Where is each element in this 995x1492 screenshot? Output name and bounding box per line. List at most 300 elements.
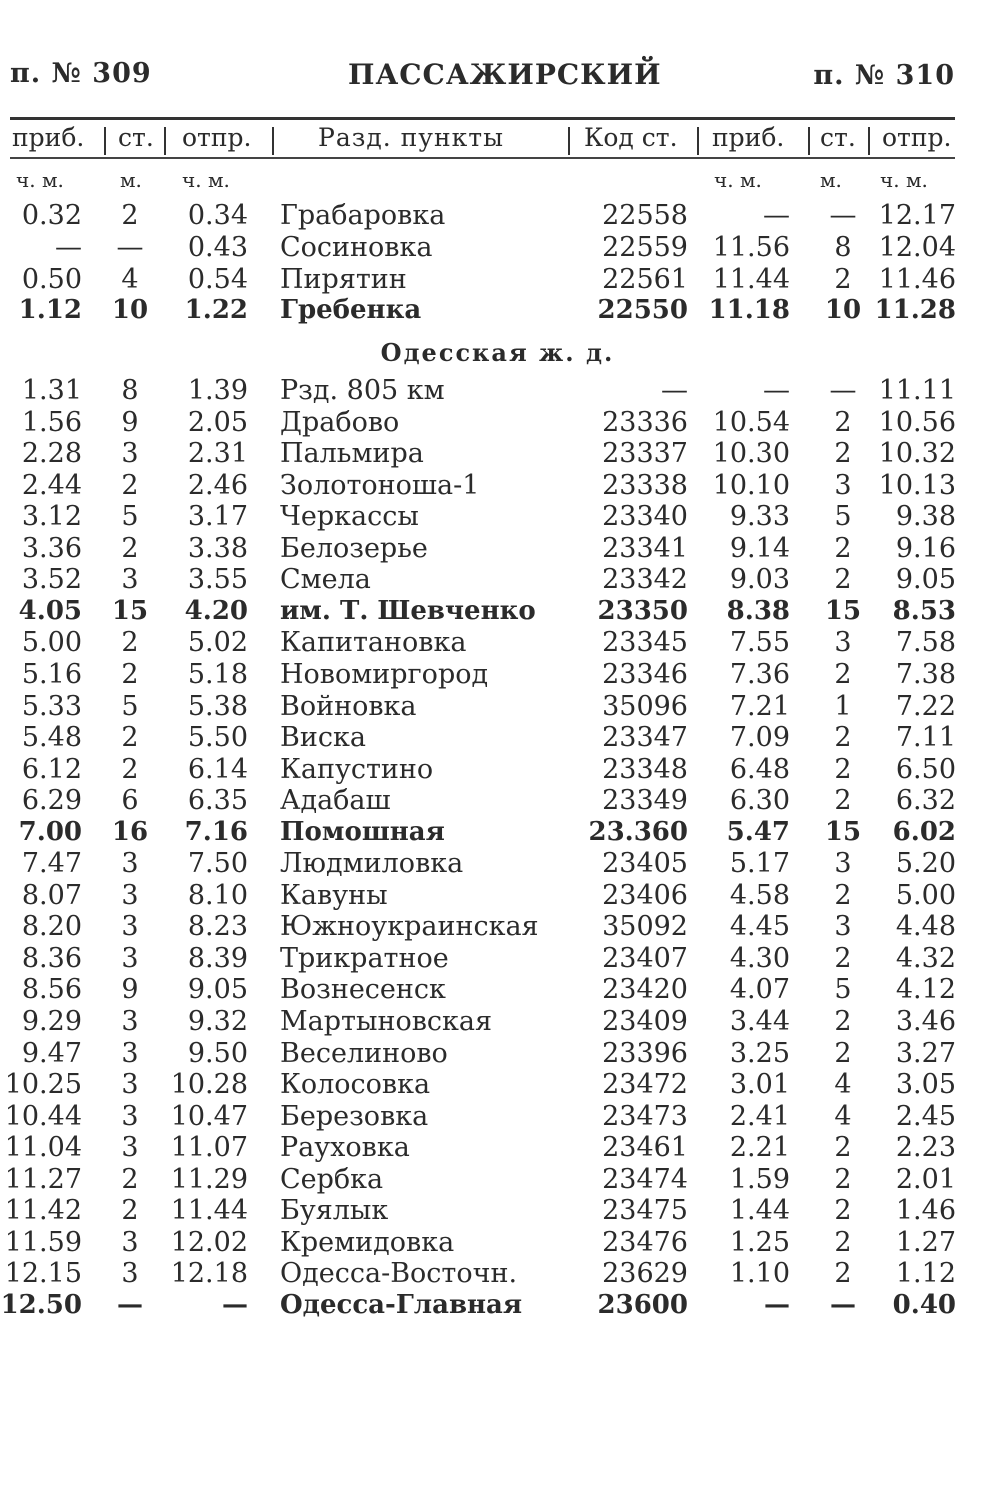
station-code: 23336 bbox=[602, 406, 688, 438]
unit-stop-2: м. bbox=[820, 168, 842, 192]
station-code: 23350 bbox=[597, 595, 688, 626]
table-row bbox=[0, 1069, 995, 1100]
arrival-cell: 11.59 bbox=[4, 1226, 82, 1258]
departure-cell-2: 2.23 bbox=[895, 1132, 956, 1164]
arrival-cell: 4.05 bbox=[18, 595, 82, 626]
col-separator bbox=[104, 127, 106, 155]
stop-cell: 2 bbox=[121, 532, 139, 564]
departure-cell-2: 10.13 bbox=[878, 469, 956, 501]
arrival-cell: 7.00 bbox=[18, 816, 82, 847]
arrival-cell-2: 11.18 bbox=[708, 295, 790, 326]
departure-cell-2: 11.11 bbox=[878, 375, 956, 406]
stop-cell: 4 bbox=[121, 263, 139, 295]
station-name: Виска bbox=[280, 722, 366, 754]
arrival-cell-2: 3.01 bbox=[729, 1069, 790, 1101]
station-code: 23342 bbox=[602, 564, 688, 596]
departure-cell: 11.29 bbox=[170, 1163, 248, 1195]
station-name: Помошная bbox=[280, 816, 445, 847]
departure-cell-2: 7.22 bbox=[895, 690, 956, 722]
station-name: Южноукраинская bbox=[280, 911, 539, 943]
departure-cell: 5.50 bbox=[187, 722, 248, 754]
departure-cell: 9.32 bbox=[187, 1006, 248, 1037]
departure-cell: 2.46 bbox=[187, 469, 248, 501]
station-name: Новомиргород bbox=[280, 658, 489, 690]
station-code: 22561 bbox=[602, 263, 688, 295]
stop-cell: 3 bbox=[121, 879, 139, 911]
departure-cell-2: 1.12 bbox=[895, 1258, 956, 1290]
arrival-cell: 5.33 bbox=[21, 690, 82, 722]
table-row bbox=[0, 659, 995, 690]
stop-cell-2: 8 bbox=[834, 231, 852, 263]
stop-cell: — bbox=[116, 231, 144, 263]
stop-cell-2: 2 bbox=[834, 1132, 852, 1164]
station-name: Рзд. 805 км bbox=[280, 375, 445, 406]
arrival-cell: 2.28 bbox=[21, 438, 82, 470]
col-separator bbox=[868, 127, 870, 155]
station-name: Рауховка bbox=[280, 1132, 410, 1164]
departure-cell: 8.39 bbox=[187, 942, 248, 974]
arrival-cell-2: 10.10 bbox=[712, 469, 790, 501]
table-row bbox=[0, 264, 995, 295]
arrival-cell: 3.12 bbox=[21, 501, 82, 533]
arrival-cell: 10.25 bbox=[4, 1069, 82, 1101]
station-name: Черкассы bbox=[280, 501, 419, 533]
arrival-cell-2: 1.59 bbox=[729, 1163, 790, 1195]
arrival-cell-2: 3.25 bbox=[729, 1037, 790, 1069]
col-stop-2: ст. bbox=[820, 123, 856, 152]
departure-cell: 3.38 bbox=[187, 532, 248, 564]
stop-cell-2: 2 bbox=[834, 1226, 852, 1258]
stop-cell: — bbox=[117, 1289, 143, 1320]
stop-cell-2: 2 bbox=[834, 722, 852, 754]
arrival-cell-2: 9.33 bbox=[729, 501, 790, 533]
stop-cell: 3 bbox=[121, 911, 139, 943]
departure-cell: 7.16 bbox=[184, 816, 248, 847]
departure-cell: 12.18 bbox=[170, 1258, 248, 1290]
arrival-cell-2: 6.30 bbox=[729, 785, 790, 817]
unit-departure-2: ч. м. bbox=[880, 168, 928, 192]
stop-cell-2: 3 bbox=[834, 469, 852, 501]
station-code: 23405 bbox=[602, 848, 688, 880]
departure-cell: 5.38 bbox=[187, 690, 248, 722]
stop-cell-2: 3 bbox=[834, 911, 852, 943]
stop-cell: 2 bbox=[121, 1163, 139, 1195]
stop-cell: 3 bbox=[121, 564, 139, 596]
departure-cell-2: 1.27 bbox=[895, 1226, 956, 1258]
arrival-cell: 0.50 bbox=[21, 263, 82, 295]
departure-cell: 11.44 bbox=[170, 1195, 248, 1227]
station-code: 23.360 bbox=[588, 816, 688, 847]
stop-cell-2: 2 bbox=[834, 1195, 852, 1227]
departure-cell: 3.17 bbox=[187, 501, 248, 533]
stop-cell-2: 2 bbox=[834, 942, 852, 974]
arrival-cell: 11.42 bbox=[4, 1195, 82, 1227]
departure-cell: 0.54 bbox=[187, 263, 248, 295]
arrival-cell-2: 1.25 bbox=[729, 1226, 790, 1258]
departure-cell-2: 11.28 bbox=[874, 295, 956, 326]
station-name: Капитановка bbox=[280, 627, 467, 659]
arrival-cell-2: 4.45 bbox=[729, 911, 790, 943]
departure-cell-2: 4.12 bbox=[895, 974, 956, 1006]
stop-cell: 3 bbox=[121, 1226, 139, 1258]
departure-cell: 10.28 bbox=[170, 1069, 248, 1101]
stop-cell: 5 bbox=[121, 690, 139, 722]
stop-cell-2: 5 bbox=[834, 974, 852, 1006]
stop-cell-2: — bbox=[830, 1289, 856, 1320]
table-row bbox=[0, 596, 995, 627]
arrival-cell: 9.47 bbox=[21, 1037, 82, 1069]
col-separator bbox=[808, 127, 810, 155]
stop-cell-2: 5 bbox=[834, 501, 852, 533]
arrival-cell-2: 2.21 bbox=[729, 1132, 790, 1164]
stop-cell: 9 bbox=[121, 406, 139, 438]
column-header-rule bbox=[10, 157, 955, 159]
arrival-cell-2: 10.30 bbox=[712, 438, 790, 470]
station-name: Березовка bbox=[280, 1100, 429, 1132]
departure-cell: 2.05 bbox=[187, 406, 248, 438]
stop-cell: 3 bbox=[121, 848, 139, 880]
stop-cell-2: 15 bbox=[824, 595, 862, 626]
departure-cell-2: 7.11 bbox=[895, 722, 956, 754]
table-row bbox=[0, 974, 995, 1005]
departure-cell: 3.55 bbox=[187, 564, 248, 596]
station-code: 23472 bbox=[602, 1069, 688, 1101]
departure-cell: 8.10 bbox=[187, 879, 248, 911]
departure-cell: 9.50 bbox=[187, 1037, 248, 1069]
col-stations: Разд. пункты bbox=[318, 123, 505, 152]
stop-cell: 3 bbox=[121, 1037, 139, 1069]
arrival-cell-2: 10.54 bbox=[712, 406, 790, 438]
table-row bbox=[0, 1290, 995, 1321]
departure-cell: 0.34 bbox=[187, 200, 248, 231]
station-name: Одесса-Главная bbox=[280, 1289, 523, 1320]
arrival-cell-2: 11.44 bbox=[712, 263, 790, 295]
station-name: Пальмира bbox=[280, 438, 424, 470]
arrival-cell: 5.00 bbox=[21, 627, 82, 659]
table-row bbox=[0, 911, 995, 942]
departure-cell-2: 11.46 bbox=[878, 263, 956, 295]
arrival-cell: 1.31 bbox=[21, 375, 82, 406]
col-stop: ст. bbox=[118, 123, 154, 152]
station-name: Смела bbox=[280, 564, 371, 596]
arrival-cell: 2.44 bbox=[21, 469, 82, 501]
station-code: 23341 bbox=[602, 532, 688, 564]
stop-cell-2: 4 bbox=[834, 1069, 852, 1101]
departure-cell-2: 3.46 bbox=[895, 1006, 956, 1037]
page-header bbox=[10, 58, 955, 98]
departure-cell: 0.43 bbox=[187, 231, 248, 263]
departure-cell: 9.05 bbox=[187, 974, 248, 1006]
train-type-title: ПАССАЖИРСКИЙ bbox=[348, 58, 662, 91]
arrival-cell-2: 7.21 bbox=[729, 690, 790, 722]
stop-cell: 2 bbox=[121, 200, 139, 231]
departure-cell: 8.23 bbox=[187, 911, 248, 943]
station-name: Трикратное bbox=[280, 942, 449, 974]
station-name: Вознесенск bbox=[280, 974, 446, 1006]
arrival-cell: 6.29 bbox=[21, 785, 82, 817]
arrival-cell: 11.04 bbox=[4, 1132, 82, 1164]
col-separator bbox=[568, 127, 570, 155]
station-code: 23600 bbox=[597, 1289, 688, 1320]
stop-cell-2: 2 bbox=[834, 438, 852, 470]
arrival-cell-2: — bbox=[764, 1289, 790, 1320]
stop-cell: 3 bbox=[121, 942, 139, 974]
table-row bbox=[0, 880, 995, 911]
departure-cell-2: 5.20 bbox=[895, 848, 956, 880]
units-row bbox=[0, 168, 995, 196]
arrival-cell: 6.12 bbox=[21, 753, 82, 785]
arrival-cell-2: 5.17 bbox=[729, 848, 790, 880]
station-code: 23340 bbox=[602, 501, 688, 533]
station-name: Гребенка bbox=[280, 295, 422, 326]
stop-cell: 3 bbox=[121, 1100, 139, 1132]
arrival-cell-2: 6.48 bbox=[729, 753, 790, 785]
unit-arrival: ч. м. bbox=[16, 168, 64, 192]
col-arrival: приб. bbox=[12, 123, 85, 152]
stop-cell: 2 bbox=[121, 627, 139, 659]
departure-cell-2: 12.04 bbox=[878, 231, 956, 263]
table-row bbox=[0, 943, 995, 974]
table-row bbox=[0, 1164, 995, 1195]
stop-cell: 3 bbox=[121, 1132, 139, 1164]
station-name: Войновка bbox=[280, 690, 417, 722]
station-code: 23474 bbox=[602, 1163, 688, 1195]
stop-cell-2: 1 bbox=[834, 690, 852, 722]
departure-cell-2: 0.40 bbox=[892, 1289, 956, 1320]
table-row bbox=[0, 232, 995, 263]
arrival-cell-2: 4.30 bbox=[729, 942, 790, 974]
station-code: 23337 bbox=[602, 438, 688, 470]
stop-cell: 8 bbox=[121, 375, 139, 406]
departure-cell: 11.07 bbox=[170, 1132, 248, 1164]
arrival-cell-2: 1.10 bbox=[729, 1258, 790, 1290]
station-name: Буялык bbox=[280, 1195, 389, 1227]
col-station-code: Код ст. bbox=[584, 123, 678, 152]
table-row bbox=[0, 1101, 995, 1132]
departure-cell-2: 6.50 bbox=[895, 753, 956, 785]
stop-cell-2: 2 bbox=[834, 1006, 852, 1037]
departure-cell-2: 5.00 bbox=[895, 879, 956, 911]
departure-cell-2: 4.48 bbox=[895, 911, 956, 943]
stop-cell-2: 2 bbox=[834, 406, 852, 438]
arrival-cell-2: 3.44 bbox=[729, 1006, 790, 1037]
table-row bbox=[0, 691, 995, 722]
station-name: Капустино bbox=[280, 753, 434, 785]
stop-cell: 5 bbox=[121, 501, 139, 533]
station-name: Сербка bbox=[280, 1163, 384, 1195]
departure-cell-2: 1.46 bbox=[895, 1195, 956, 1227]
arrival-cell: 12.50 bbox=[0, 1289, 82, 1320]
table-row bbox=[0, 1006, 995, 1037]
arrival-cell-2: 1.44 bbox=[729, 1195, 790, 1227]
arrival-cell: 3.36 bbox=[21, 532, 82, 564]
departure-cell-2: 6.32 bbox=[895, 785, 956, 817]
departure-cell-2: 7.58 bbox=[895, 627, 956, 659]
station-code: 23407 bbox=[602, 942, 688, 974]
station-name: Людмиловка bbox=[280, 848, 464, 880]
table-row bbox=[0, 533, 995, 564]
table-row bbox=[0, 501, 995, 532]
arrival-cell-2: 8.38 bbox=[726, 595, 790, 626]
departure-cell-2: 2.01 bbox=[895, 1163, 956, 1195]
arrival-cell-2: 9.14 bbox=[729, 532, 790, 564]
table-row bbox=[0, 200, 995, 231]
station-name: Веселиново bbox=[280, 1037, 448, 1069]
stop-cell: 10 bbox=[111, 295, 149, 326]
stop-cell-2: 2 bbox=[834, 785, 852, 817]
stop-cell: 2 bbox=[121, 469, 139, 501]
arrival-cell: 0.32 bbox=[21, 200, 82, 231]
departure-cell-2: 4.32 bbox=[895, 942, 956, 974]
station-name: Белозерье bbox=[280, 532, 428, 564]
arrival-cell: 12.15 bbox=[4, 1258, 82, 1290]
arrival-cell-2: — bbox=[763, 200, 790, 231]
station-code: 23348 bbox=[602, 753, 688, 785]
station-name: Кремидовка bbox=[280, 1226, 455, 1258]
table-row bbox=[0, 754, 995, 785]
departure-cell: 4.20 bbox=[184, 595, 248, 626]
arrival-cell-2: 2.41 bbox=[729, 1100, 790, 1132]
arrival-cell-2: 7.36 bbox=[729, 658, 790, 690]
table-row bbox=[0, 295, 995, 326]
col-departure: отпр. bbox=[182, 123, 252, 152]
table-row bbox=[0, 375, 995, 406]
stop-cell-2: 2 bbox=[834, 753, 852, 785]
arrival-cell-2: 4.58 bbox=[729, 879, 790, 911]
stop-cell: 15 bbox=[111, 595, 149, 626]
arrival-cell-2: 5.47 bbox=[726, 816, 790, 847]
column-headers bbox=[0, 121, 995, 157]
table-row bbox=[0, 1132, 995, 1163]
station-code: 22559 bbox=[602, 231, 688, 263]
unit-stop: м. bbox=[120, 168, 142, 192]
station-name: Мартыновская bbox=[280, 1006, 493, 1037]
arrival-cell: 5.48 bbox=[21, 722, 82, 754]
table-row bbox=[0, 785, 995, 816]
stop-cell: 2 bbox=[121, 753, 139, 785]
station-code: 23347 bbox=[602, 722, 688, 754]
station-name: им. Т. Шевченко bbox=[280, 595, 536, 626]
departure-cell-2: 10.56 bbox=[878, 406, 956, 438]
station-code: 23475 bbox=[602, 1195, 688, 1227]
station-code: 23338 bbox=[602, 469, 688, 501]
departure-cell: 12.02 bbox=[170, 1226, 248, 1258]
stop-cell: 2 bbox=[121, 658, 139, 690]
departure-cell-2: 10.32 bbox=[878, 438, 956, 470]
arrival-cell-2: 7.09 bbox=[729, 722, 790, 754]
station-code: 23349 bbox=[602, 785, 688, 817]
station-name: Драбово bbox=[280, 406, 400, 438]
stop-cell-2: 15 bbox=[824, 816, 862, 847]
arrival-cell: 9.29 bbox=[21, 1006, 82, 1037]
stop-cell-2: — bbox=[829, 375, 857, 406]
station-name: Колосовка bbox=[280, 1069, 431, 1101]
arrival-cell: — bbox=[55, 231, 82, 263]
arrival-cell: 11.27 bbox=[4, 1163, 82, 1195]
stop-cell-2: 2 bbox=[834, 1258, 852, 1290]
stop-cell: 6 bbox=[121, 785, 139, 817]
stop-cell-2: 10 bbox=[824, 295, 862, 326]
departure-cell-2: 6.02 bbox=[892, 816, 956, 847]
arrival-cell: 1.56 bbox=[21, 406, 82, 438]
arrival-cell-2: — bbox=[763, 375, 790, 406]
station-name: Грабаровка bbox=[280, 200, 446, 231]
table-row bbox=[0, 438, 995, 469]
unit-departure: ч. м. bbox=[182, 168, 230, 192]
station-code: 22550 bbox=[597, 295, 688, 326]
departure-cell-2: 9.05 bbox=[895, 564, 956, 596]
stop-cell: 2 bbox=[121, 1195, 139, 1227]
departure-cell: 2.31 bbox=[187, 438, 248, 470]
arrival-cell-2: 11.56 bbox=[712, 231, 790, 263]
col-separator bbox=[697, 127, 699, 155]
arrival-cell: 10.44 bbox=[4, 1100, 82, 1132]
departure-cell: 5.18 bbox=[187, 658, 248, 690]
stop-cell: 9 bbox=[121, 974, 139, 1006]
table-row bbox=[0, 1038, 995, 1069]
col-departure-2: отпр. bbox=[882, 123, 952, 152]
stop-cell-2: — bbox=[829, 200, 857, 231]
departure-cell-2: 9.16 bbox=[895, 532, 956, 564]
station-code: — bbox=[661, 375, 688, 406]
station-name: Одесса-Восточн. bbox=[280, 1258, 518, 1290]
table-row bbox=[0, 1258, 995, 1289]
table-row bbox=[0, 470, 995, 501]
departure-cell-2: 3.27 bbox=[895, 1037, 956, 1069]
arrival-cell: 8.36 bbox=[21, 942, 82, 974]
section-title: Одесская ж. д. bbox=[380, 338, 615, 367]
train-number-left: п. № 309 bbox=[10, 58, 152, 89]
station-code: 23345 bbox=[602, 627, 688, 659]
arrival-cell: 5.16 bbox=[21, 658, 82, 690]
stop-cell-2: 4 bbox=[834, 1100, 852, 1132]
station-name: Золотоноша-1 bbox=[280, 469, 480, 501]
departure-cell: 6.35 bbox=[187, 785, 248, 817]
table-row bbox=[0, 1227, 995, 1258]
stop-cell-2: 2 bbox=[834, 1037, 852, 1069]
arrival-cell: 8.20 bbox=[21, 911, 82, 943]
station-name: Пирятин bbox=[280, 263, 407, 295]
table-row bbox=[0, 817, 995, 848]
station-code: 23420 bbox=[602, 974, 688, 1006]
stop-cell-2: 2 bbox=[834, 564, 852, 596]
stop-cell-2: 3 bbox=[834, 848, 852, 880]
stop-cell-2: 2 bbox=[834, 1163, 852, 1195]
stop-cell: 3 bbox=[121, 1258, 139, 1290]
departure-cell: 7.50 bbox=[187, 848, 248, 880]
arrival-cell: 1.12 bbox=[18, 295, 82, 326]
station-code: 23461 bbox=[602, 1132, 688, 1164]
station-code: 23346 bbox=[602, 658, 688, 690]
departure-cell: 1.39 bbox=[187, 375, 248, 406]
departure-cell-2: 12.17 bbox=[878, 200, 956, 231]
departure-cell: 10.47 bbox=[170, 1100, 248, 1132]
departure-cell-2: 3.05 bbox=[895, 1069, 956, 1101]
train-number-right: п. № 310 bbox=[813, 60, 955, 91]
unit-arrival-2: ч. м. bbox=[714, 168, 762, 192]
stop-cell: 3 bbox=[121, 438, 139, 470]
arrival-cell-2: 4.07 bbox=[729, 974, 790, 1006]
station-code: 35092 bbox=[602, 911, 688, 943]
stop-cell-2: 2 bbox=[834, 532, 852, 564]
departure-cell: — bbox=[222, 1289, 248, 1320]
stop-cell: 16 bbox=[111, 816, 149, 847]
departure-cell-2: 7.38 bbox=[895, 658, 956, 690]
stop-cell: 3 bbox=[121, 1006, 139, 1037]
col-separator bbox=[272, 127, 274, 155]
station-code: 35096 bbox=[602, 690, 688, 722]
departure-cell-2: 9.38 bbox=[895, 501, 956, 533]
